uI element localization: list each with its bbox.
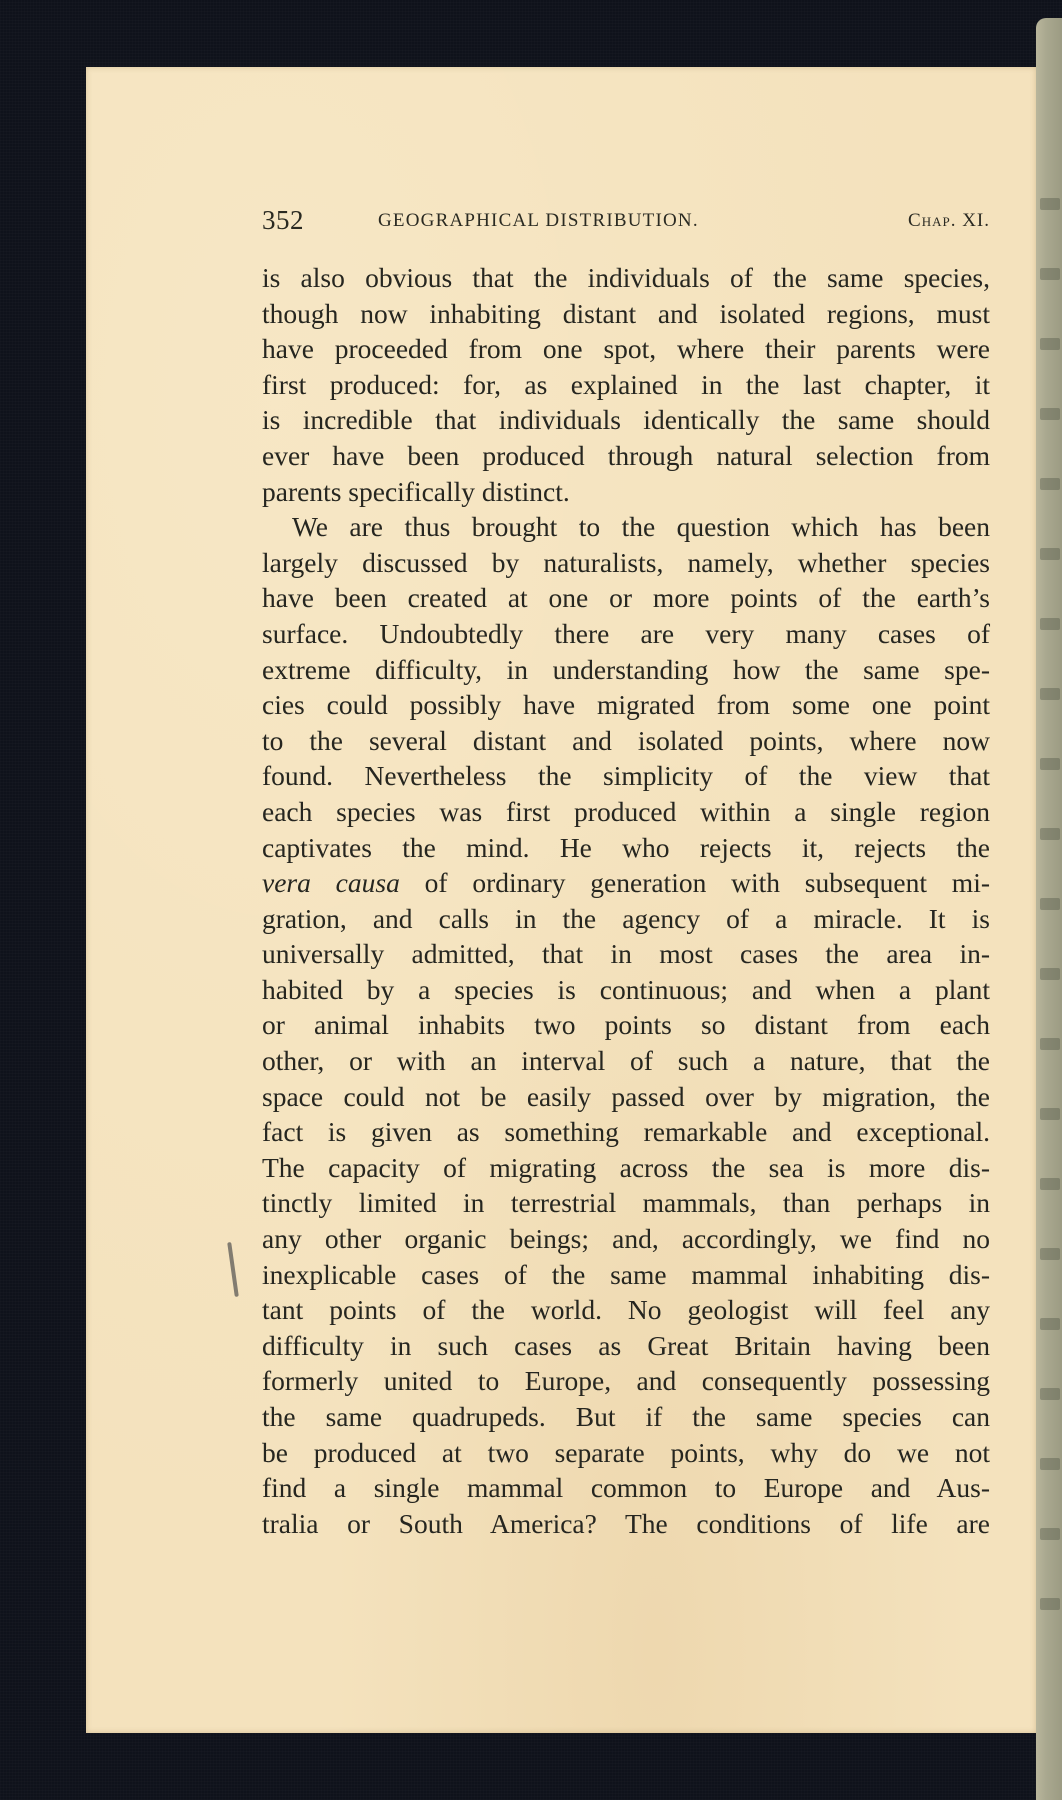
text-line: formerly united to Europe, and consequently possessing	[262, 1365, 990, 1397]
text-line: extreme difficulty, in understanding how the same spe-	[262, 653, 990, 685]
text-line: ever have been produced through natural selection from	[262, 439, 990, 471]
italic-phrase: vera causa	[262, 867, 400, 899]
text-line: habited by a species is continuous; and when a plant	[262, 973, 990, 1005]
text-line: first produced: for, as explained in the last chapter, it	[262, 368, 990, 400]
text-line: though now inhabiting distant and isolated regions, must	[262, 297, 990, 329]
chapter-reference: Chap. XI.	[908, 210, 990, 231]
text-line: is also obvious that the individuals of the same species,	[262, 262, 990, 293]
text-line: cies could possibly have migrated from some one point	[262, 689, 990, 721]
text-line: any other organic beings; and, accordingly, we find no	[262, 1223, 990, 1255]
text-line: The capacity of migrating across the sea is more dis-	[262, 1151, 990, 1183]
text-line: find a single mammal common to Europe and Aus-	[262, 1472, 990, 1504]
book-page	[86, 67, 1036, 1733]
text-line: tinctly limited in terrestrial mammals, than perhaps in	[262, 1187, 990, 1219]
text-line: tralia or South America? The conditions of life are	[262, 1507, 990, 1539]
body-text	[262, 260, 990, 1541]
text-line: is incredible that individuals identically the same should	[262, 404, 990, 436]
text-line: have been created at one or more points of the earth’s	[262, 582, 990, 614]
paragraph-start-line: We are thus brought to the question which has been	[292, 511, 990, 543]
text-line: have proceeded from one spot, where their parents were	[262, 333, 990, 365]
text-line: parents specifically distinct.	[262, 475, 570, 507]
text-line: fact is given as something remarkable and exceptional.	[262, 1116, 990, 1148]
text-line: gration, and calls in the agency of a miracle. It is	[262, 902, 990, 934]
text-line: be produced at two separate points, why do we not	[262, 1436, 990, 1468]
text-line: tant points of the world. No geologist will feel any	[262, 1294, 990, 1326]
text-line: inexplicable cases of the same mammal inhabiting dis-	[262, 1258, 990, 1290]
text-line: found. Nevertheless the simplicity of the view that	[262, 760, 990, 792]
text-line: other, or with an interval of such a nature, that the	[262, 1045, 990, 1077]
text-line: to the several distant and isolated points, where now	[262, 724, 990, 756]
text-line: or animal inhabits two points so distant from each	[262, 1009, 990, 1041]
text-line: the same quadrupeds. But if the same species can	[262, 1401, 990, 1432]
running-header	[262, 205, 990, 245]
text-line: surface. Undoubtedly there are very many cases of	[262, 617, 990, 649]
text-line: largely discussed by naturalists, namely, whether species	[262, 546, 990, 578]
text-line: difficulty in such cases as Great Britain having been	[262, 1329, 990, 1361]
text-line: each species was first produced within a single region	[262, 795, 990, 827]
page-number: 352	[262, 205, 304, 235]
text-line: universally admitted, that in most cases the area in-	[262, 938, 990, 970]
text-line-with-italic	[262, 865, 990, 901]
adjacent-page-edges	[1036, 18, 1062, 1800]
text-line: captivates the mind. He who rejects it, rejects the	[262, 831, 990, 863]
text-line: space could not be easily passed over by migration, the	[262, 1080, 990, 1112]
pencil-margin-mark	[227, 1242, 239, 1297]
running-title: GEOGRAPHICAL DISTRIBUTION.	[378, 210, 699, 231]
text-line-rest: of ordinary generation with subsequent mi-	[424, 867, 990, 899]
